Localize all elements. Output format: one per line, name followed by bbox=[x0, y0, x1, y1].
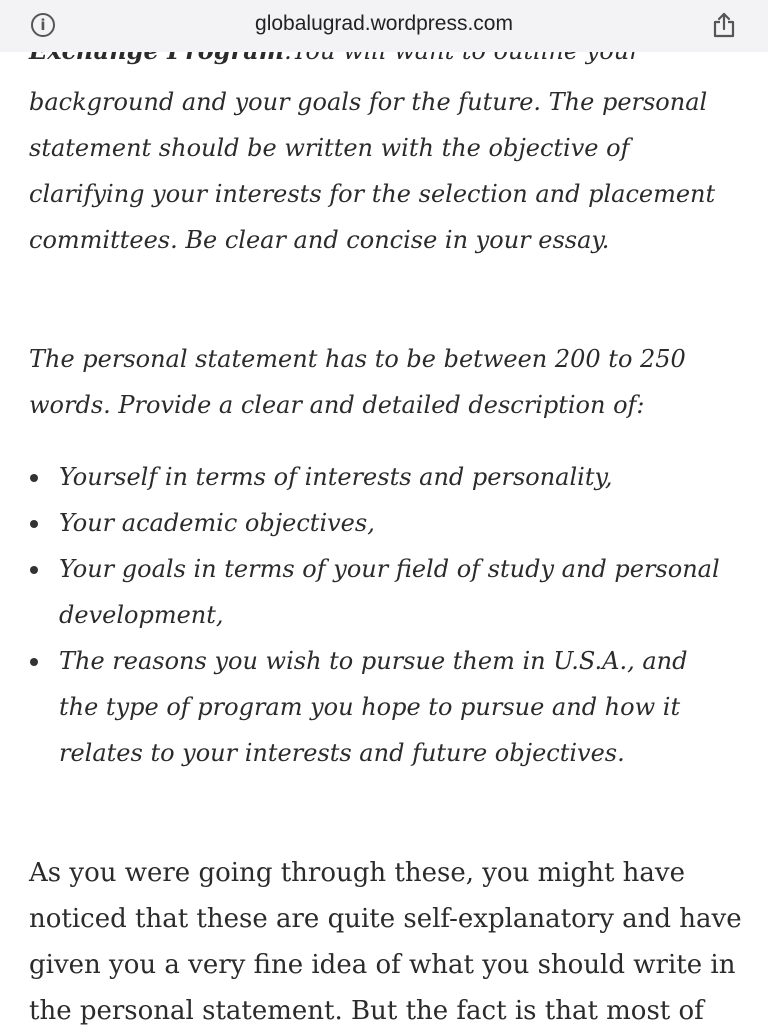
info-icon[interactable]: i bbox=[31, 13, 55, 37]
word-limit-paragraph: The personal statement has to be between 200 to 250 words. Provide a clear and detailed description of: bbox=[29, 345, 686, 419]
body-paragraph: As you were going through these, you might have noticed that these are quite self-explanatory and have given you a very fine idea of what you should write in the personal statement. But the fact is that most of bbox=[29, 858, 742, 1026]
share-icon[interactable] bbox=[711, 11, 737, 39]
intro-paragraph: background and your goals for the future. The personal statement should be written with the objective of clarifying your interests for the selection and placement committees. Be clear and concise in your essay. bbox=[29, 88, 716, 254]
browser-url-bar bbox=[0, 0, 768, 52]
list-item: The reasons you wish to pursue them in U.S.A., and the type of program you hope to pursue and how it relates to your interests and future objectives. bbox=[30, 638, 730, 776]
url-text[interactable]: globalugrad.wordpress.com bbox=[255, 12, 513, 35]
list-item: Your academic objectives, bbox=[30, 500, 730, 546]
description-list bbox=[30, 454, 730, 776]
list-item: Yourself in terms of interests and personality, bbox=[30, 454, 730, 500]
list-item: Your goals in terms of your field of study and personal development, bbox=[30, 546, 730, 638]
